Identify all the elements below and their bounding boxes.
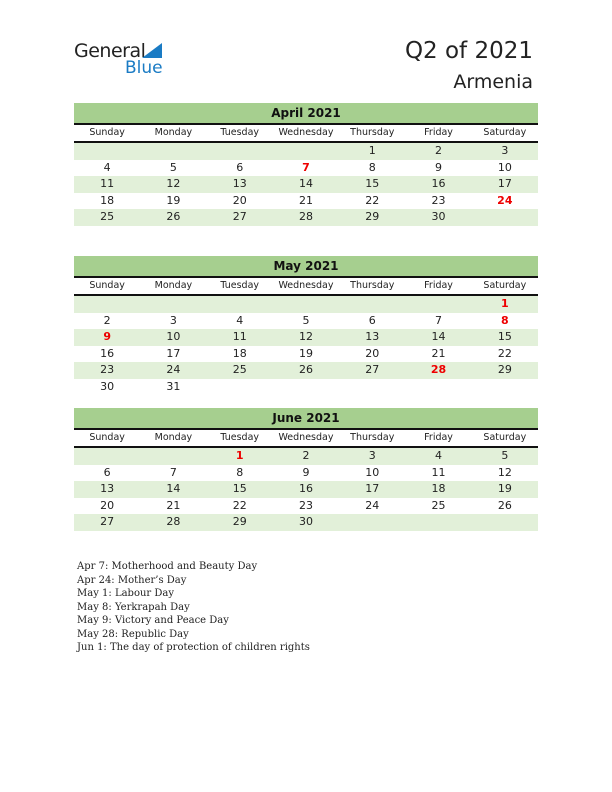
day-name: Saturday <box>483 280 527 291</box>
date-cell: 29 <box>365 210 380 223</box>
date-cell: 21 <box>431 346 446 360</box>
week-row <box>74 160 538 177</box>
week-row <box>74 465 538 482</box>
week-row <box>74 362 538 379</box>
date-cell: 25 <box>431 498 446 512</box>
date-cell: 30 <box>431 210 446 223</box>
date-cell: 4 <box>103 160 111 174</box>
date-cell: 19 <box>166 193 181 207</box>
week-row <box>74 346 538 363</box>
date-cell <box>273 296 339 313</box>
day-name: Saturday <box>483 127 527 138</box>
day-name: Sunday <box>89 432 125 443</box>
date-cell <box>472 209 538 226</box>
date-cell <box>140 448 206 465</box>
date-cell: 10 <box>166 330 181 343</box>
holiday-note: Jun 1: The day of protection of children rights <box>77 642 310 653</box>
date-cell: 8 <box>236 465 244 479</box>
holiday-date: 1 <box>235 449 244 462</box>
date-cell: 3 <box>368 449 376 462</box>
holiday-note: May 9: Victory and Peace Day <box>77 615 229 626</box>
date-cell: 14 <box>166 482 181 495</box>
date-cell: 27 <box>100 515 115 528</box>
day-name: Thursday <box>350 280 395 291</box>
month-title: June 2021 <box>74 408 538 428</box>
date-cell: 30 <box>100 379 115 393</box>
day-name: Sunday <box>89 280 125 291</box>
date-cell: 9 <box>302 465 310 479</box>
date-cell <box>405 514 471 531</box>
date-cell: 21 <box>166 498 181 512</box>
holiday-date: 1 <box>501 297 509 310</box>
date-cell <box>472 379 538 396</box>
date-cell <box>405 379 471 396</box>
holiday-note: Apr 7: Motherhood and Beauty Day <box>77 561 258 572</box>
date-cell <box>339 379 405 396</box>
month-title: April 2021 <box>74 103 538 123</box>
date-cell: 27 <box>232 210 247 223</box>
date-cell <box>273 379 339 396</box>
day-name: Tuesday <box>220 432 260 443</box>
week-row <box>74 193 538 210</box>
date-cell: 3 <box>501 144 509 157</box>
date-cell: 7 <box>435 313 443 327</box>
holiday-date: 28 <box>430 363 447 376</box>
date-cell: 5 <box>501 449 509 462</box>
day-name: Monday <box>154 127 193 138</box>
holiday-date: 8 <box>501 313 509 327</box>
date-cell <box>273 143 339 160</box>
weeks <box>74 448 538 531</box>
week-row <box>74 329 538 346</box>
date-cell: 28 <box>298 210 313 223</box>
date-cell: 26 <box>497 498 512 512</box>
date-cell: 22 <box>365 193 380 207</box>
day-name: Sunday <box>89 127 125 138</box>
week-row <box>74 514 538 531</box>
date-cell: 13 <box>365 330 380 343</box>
day-name: Thursday <box>350 432 395 443</box>
week-row <box>74 481 538 498</box>
date-cell: 30 <box>298 515 313 528</box>
day-name: Wednesday <box>278 127 334 138</box>
date-cell: 6 <box>368 313 376 327</box>
day-name: Wednesday <box>278 432 334 443</box>
date-cell: 12 <box>298 330 313 343</box>
date-cell: 16 <box>431 177 446 190</box>
page-title: Q2 of 2021 <box>404 38 533 64</box>
week-row <box>74 143 538 160</box>
date-cell: 12 <box>497 465 512 479</box>
holiday-notes <box>77 560 310 655</box>
date-cell: 17 <box>365 482 380 495</box>
month-title: May 2021 <box>74 256 538 276</box>
general-blue-logo <box>74 40 163 78</box>
day-names-row <box>74 123 538 143</box>
date-cell <box>74 448 140 465</box>
day-names-row <box>74 428 538 448</box>
day-name: Friday <box>424 280 453 291</box>
holiday-note: May 8: Yerkrapah Day <box>77 601 190 613</box>
date-cell: 29 <box>232 515 247 528</box>
day-name: Monday <box>154 432 193 443</box>
date-cell: 4 <box>435 449 443 462</box>
holiday-note: May 28: Republic Day <box>77 628 189 640</box>
week-row <box>74 313 538 330</box>
date-cell: 25 <box>100 210 115 223</box>
date-cell: 23 <box>431 193 446 207</box>
date-cell <box>74 143 140 160</box>
day-name: Saturday <box>483 432 527 443</box>
holiday-date: 7 <box>302 160 310 174</box>
date-cell: 24 <box>166 363 181 376</box>
date-cell: 14 <box>298 177 313 190</box>
date-cell: 2 <box>302 449 310 462</box>
month-calendar <box>74 103 538 226</box>
date-cell <box>140 296 206 313</box>
date-cell: 20 <box>232 193 247 207</box>
date-cell: 23 <box>298 498 313 512</box>
date-cell <box>405 296 471 313</box>
date-cell: 13 <box>100 482 115 495</box>
date-cell: 6 <box>236 160 244 174</box>
date-cell: 10 <box>365 465 380 479</box>
date-cell: 18 <box>431 482 446 495</box>
date-cell: 8 <box>368 160 376 174</box>
date-cell: 2 <box>103 313 111 327</box>
date-cell: 31 <box>166 379 181 393</box>
day-name: Thursday <box>350 127 395 138</box>
date-cell <box>207 379 273 396</box>
country-name: Armenia <box>453 71 533 93</box>
day-name: Wednesday <box>278 280 334 291</box>
month-calendar <box>74 408 538 531</box>
date-cell: 15 <box>497 330 512 343</box>
date-cell <box>207 143 273 160</box>
day-name: Friday <box>424 432 453 443</box>
week-row <box>74 296 538 313</box>
date-cell: 11 <box>431 465 446 479</box>
week-row <box>74 498 538 515</box>
day-name: Tuesday <box>220 280 260 291</box>
weeks <box>74 143 538 226</box>
date-cell: 17 <box>166 346 181 360</box>
date-cell: 18 <box>232 346 247 360</box>
date-cell: 19 <box>298 346 313 360</box>
week-row <box>74 379 538 396</box>
date-cell: 3 <box>169 313 177 327</box>
logo-general-text: General <box>74 40 146 62</box>
date-cell: 18 <box>100 193 115 207</box>
holiday-date: 24 <box>497 193 513 207</box>
date-cell: 26 <box>166 210 181 223</box>
day-name: Tuesday <box>220 127 260 138</box>
date-cell: 9 <box>435 160 443 174</box>
date-cell: 16 <box>100 346 115 360</box>
date-cell: 25 <box>232 363 247 376</box>
date-cell: 19 <box>497 482 512 495</box>
date-cell: 22 <box>232 498 247 512</box>
date-cell: 20 <box>100 498 115 512</box>
date-cell <box>472 514 538 531</box>
logo-blue-text: Blue <box>125 58 163 78</box>
date-cell <box>207 296 273 313</box>
date-cell: 26 <box>298 363 313 376</box>
date-cell: 4 <box>236 313 244 327</box>
date-cell: 20 <box>365 346 380 360</box>
weeks <box>74 296 538 395</box>
date-cell: 13 <box>232 177 247 190</box>
date-cell: 28 <box>166 515 181 528</box>
date-cell: 14 <box>431 330 446 343</box>
logo-triangle-icon <box>142 43 162 58</box>
week-row <box>74 209 538 226</box>
date-cell: 7 <box>169 465 177 479</box>
date-cell: 29 <box>497 363 512 376</box>
day-name: Monday <box>154 280 193 291</box>
date-cell <box>339 296 405 313</box>
holiday-date: 9 <box>103 330 111 343</box>
week-row <box>74 176 538 193</box>
date-cell <box>339 514 405 531</box>
week-row <box>74 448 538 465</box>
date-cell: 5 <box>302 313 310 327</box>
date-cell: 10 <box>497 160 512 174</box>
date-cell: 2 <box>435 144 443 157</box>
date-cell: 15 <box>232 482 247 495</box>
holiday-note: May 1: Labour Day <box>77 588 174 599</box>
date-cell: 23 <box>100 363 115 376</box>
month-calendar <box>74 256 538 395</box>
date-cell: 24 <box>365 498 380 512</box>
date-cell: 11 <box>232 330 247 343</box>
date-cell: 15 <box>365 177 380 190</box>
date-cell: 27 <box>365 363 380 376</box>
day-names-row <box>74 276 538 296</box>
date-cell: 11 <box>100 177 115 190</box>
date-cell: 6 <box>103 465 111 479</box>
date-cell <box>74 296 140 313</box>
date-cell: 21 <box>298 193 313 207</box>
date-cell: 12 <box>166 177 181 190</box>
date-cell: 1 <box>368 144 376 157</box>
date-cell: 5 <box>169 160 177 174</box>
date-cell: 16 <box>298 482 313 495</box>
date-cell: 17 <box>497 177 512 190</box>
holiday-note: Apr 24: Mother’s Day <box>77 574 187 586</box>
date-cell <box>140 143 206 160</box>
day-name: Friday <box>424 127 453 138</box>
date-cell: 22 <box>497 346 512 360</box>
